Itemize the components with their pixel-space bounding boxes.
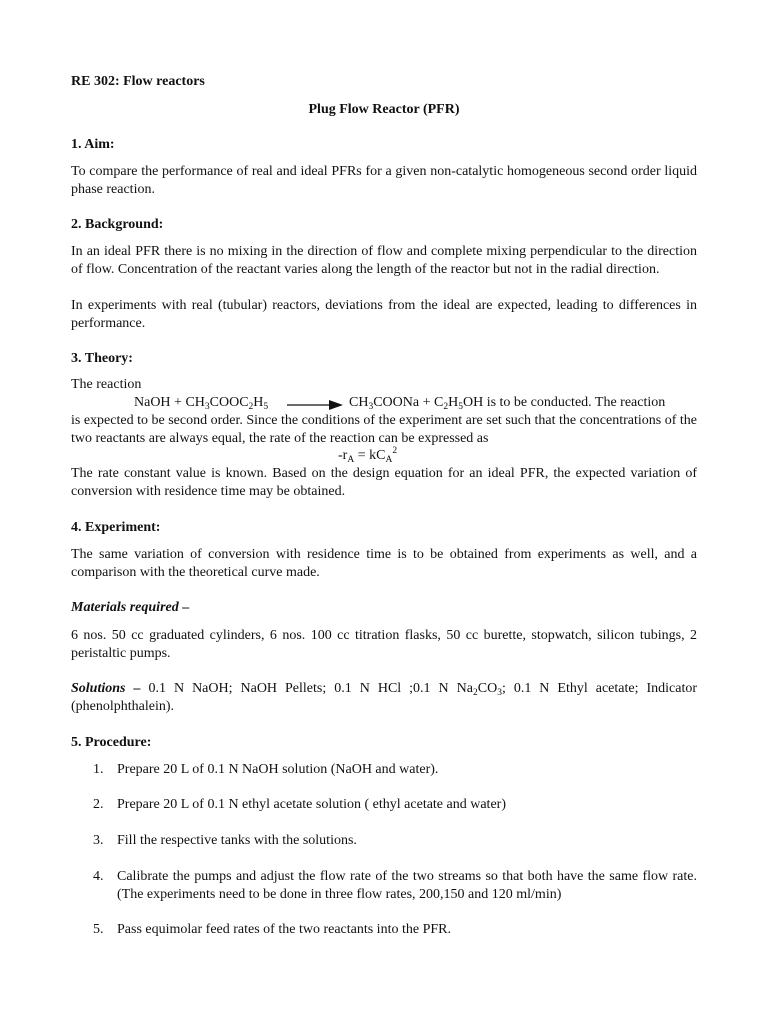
document-page: RE 302: Flow reactors Plug Flow Reactor (PFR) 1. Aim: To compare the performance of real and ideal PFRs for a given non-catalytic homogeneous second order liquid phase reaction. 2. Background: In an ideal PFR there is no mixing in the direction of flow and complete mixing perpendicular to the direction of flow. Concentration of the reactant varies along the length of the reactor but not in the radial direction. In experiments with real (tubular) reactors, deviations from the ideal are expected, leading to differences in performance. 3. Theory: The reaction NaOH + $CH_3COOC_2H_5$ $CH_3COONa + C_2H_5OH$ is to be conducted. The reaction is expected to be second order. Since the conditions of the experiment are set such that the concentrations of the two reactants are always equal, the rate of the reaction can be expressed as $-r_A = kC_A^2$ The rate constant value is known. Based on the design equation for an ideal PFR, the expected variation of conversion with residence time may be obtained. 4. Experiment: The same variation of conversion with residence time is to be obtained from experiments as well, and a comparison with the theoretical curve made. Materials required – 6 nos. 50 cc graduated cylinders, 6 nos. 100 cc titration flasks, 50 cc burette, stopwatch, silicon tubings, 2 peristaltic pumps. Solutions – 0.1 N NaOH; NaOH Pellets; 0.1 N HCl ;0.1 N $Na_2CO_3$; 0.1 N Ethyl acetate; Indicator (phenolphthalein). 5. Procedure: 1. Prepare 20 L of 0.1 N NaOH solution (NaOH and water). 2. Prepare 20 L of 0.1 N ethyl acetate solution ( ethyl acetate and water) 3. Fill the respective tanks with the solutions. 4. Calibrate the pumps and adjust the flow rate of the two streams so that both have the same flow rate. (The experiments need to be done in three flow rates, 200,150 and 120 ml/min) 5. Pass equimolar feed rates of the two reactants into the PFR. xyxy=(71,74,697,937)
reaction-reactants: NaOH + $CH_3COOC_2H_5$ xyxy=(134,395,269,412)
theory-paragraph-2: The rate constant value is known. Based on the design equation for an ideal PFR, the expected variation of conversion with residence time may be obtained. xyxy=(71,466,697,499)
solutions-text: Solutions – 0.1 N NaOH; NaOH Pellets; 0.1 N HCl ;0.1 N $Na_2CO_3$; 0.1 N Ethyl acetate; Indicator (phenolphthalein). xyxy=(71,681,697,714)
theory-intro: The reaction xyxy=(71,377,142,392)
course-title: RE 302: Flow reactors xyxy=(71,74,205,89)
solutions-label: Solutions – xyxy=(71,681,141,696)
background-heading: 2. Background: xyxy=(71,217,164,232)
background-paragraph-1: In an ideal PFR there is no mixing in the direction of flow and complete mixing perpendicular to the direction of flow. Concentration of the reactant varies along the length of the reactor but not in the radial direction. xyxy=(71,244,697,277)
materials-text: 6 nos. 50 cc graduated cylinders, 6 nos. 100 cc titration flasks, 50 cc burette, stopwatch, silicon tubings, 2 peristaltic pumps. xyxy=(71,628,697,661)
document-title: Plug Flow Reactor (PFR) xyxy=(308,102,460,117)
rate-law: $-r_A = kC_A^2$ xyxy=(338,446,398,465)
experiment-text: The same variation of conversion with residence time is to be obtained from experiments as well, and a comparison with the theoretical curve made. xyxy=(71,547,697,580)
aim-text: To compare the performance of real and ideal PFRs for a given non-catalytic homogeneous second order liquid phase reaction. xyxy=(71,164,697,197)
background-paragraph-2: In experiments with real (tubular) reactors, deviations from the ideal are expected, leading to differences in performance. xyxy=(71,298,697,331)
aim-heading: 1. Aim: xyxy=(71,137,115,152)
materials-label: Materials required – xyxy=(71,600,190,615)
theory-heading: 3. Theory: xyxy=(71,351,133,366)
procedure-heading: 5. Procedure: xyxy=(71,735,152,750)
reaction-products: $CH_3COONa + C_2H_5OH$ is to be conducted. The reaction xyxy=(349,395,666,412)
experiment-heading: 4. Experiment: xyxy=(71,520,161,535)
reaction-arrow-icon xyxy=(287,398,343,408)
reaction-equation xyxy=(71,394,697,412)
theory-paragraph-1: is expected to be second order. Since the conditions of the experiment are set such that the concentrations of the two reactants are always equal, the rate of the reaction can be expressed as xyxy=(71,413,697,446)
